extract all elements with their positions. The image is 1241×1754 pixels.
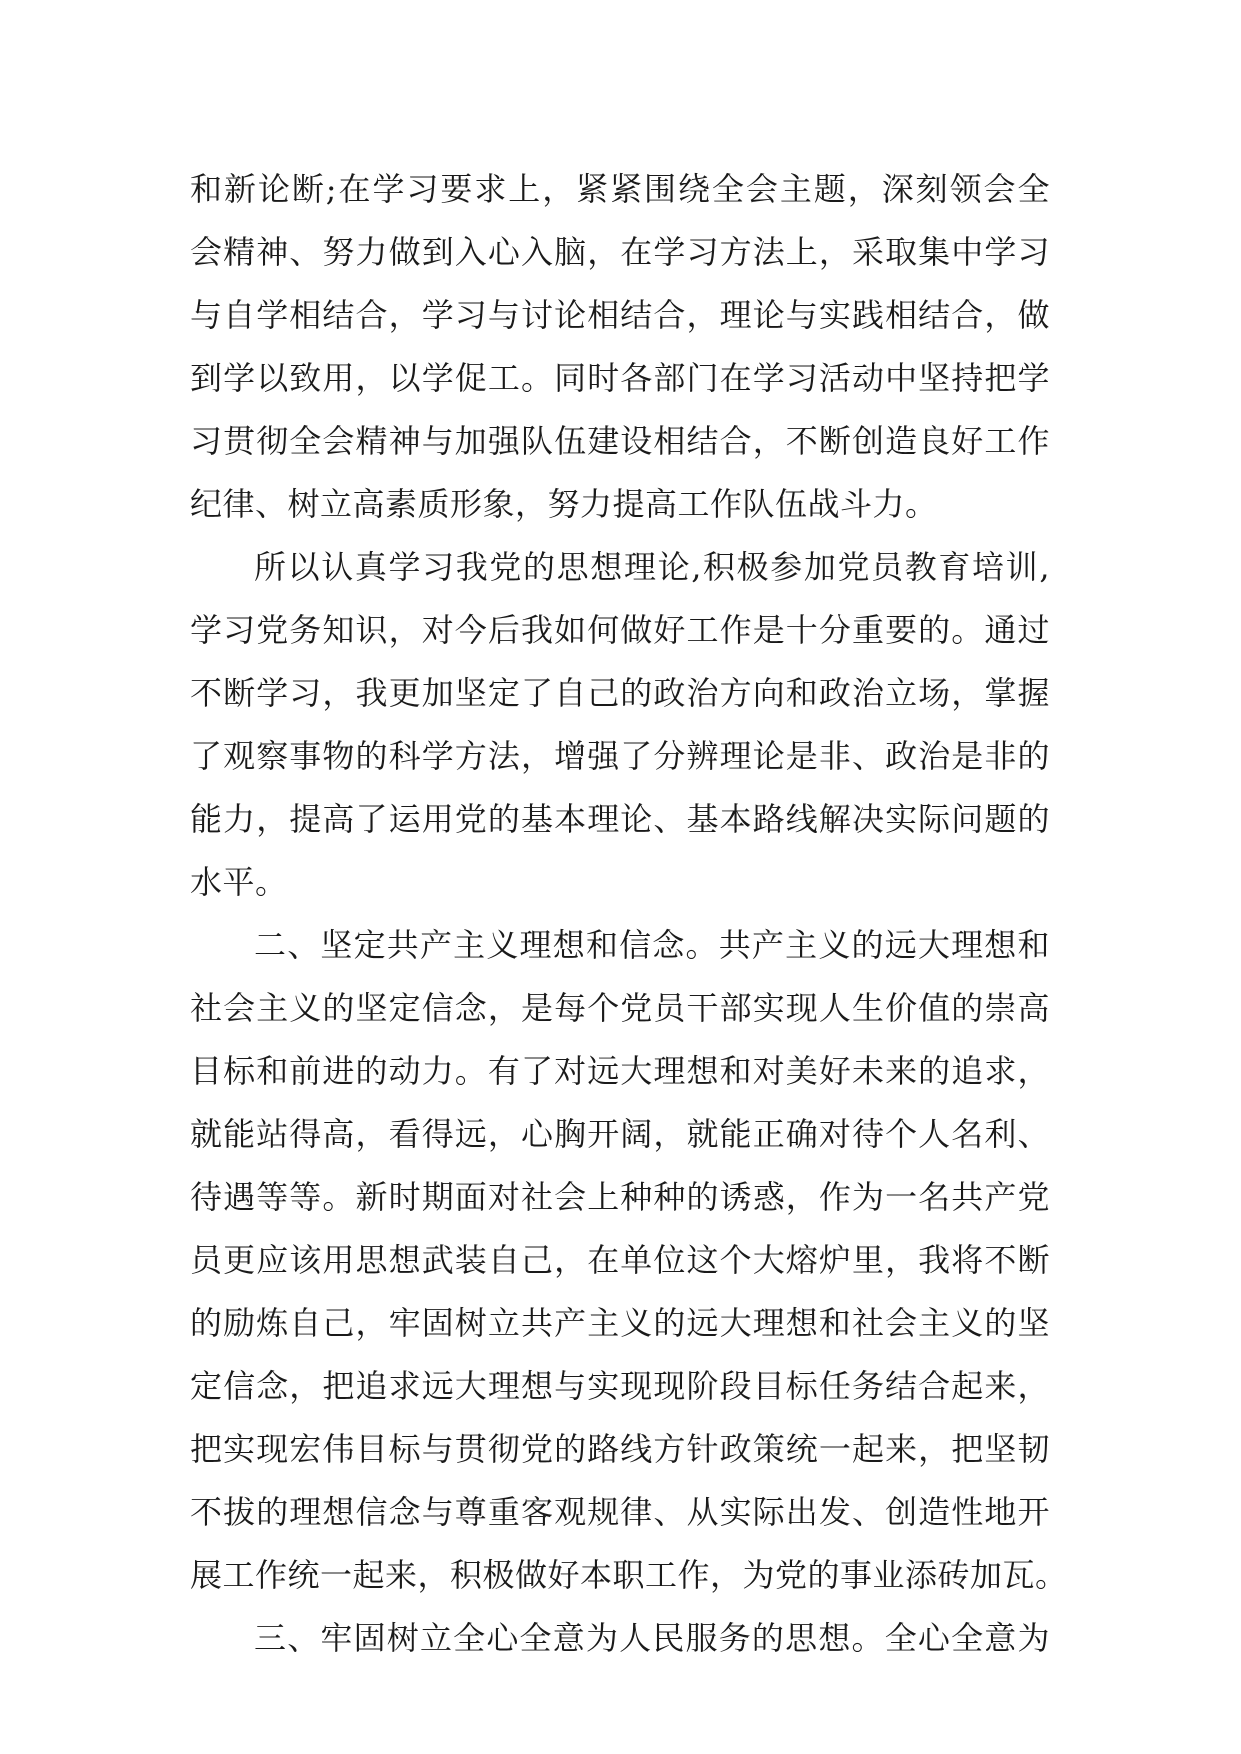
text-line: 就能站得高，看得远，心胸开阔，就能正确对待个人名利、 [190,1115,1050,1153]
paragraph-section-three [190,1607,1050,1670]
body-text [190,158,1068,1670]
paragraph-study-importance [190,536,1050,914]
text-line: 定信念，把追求远大理想与实现现阶段目标任务结合起来， [190,1367,1050,1405]
text-line: 员更应该用思想武装自己，在单位这个大熔炉里，我将不断 [190,1241,1050,1279]
text-line: 学习党务知识，对今后我如何做好工作是十分重要的。通过 [190,611,1050,649]
text-line: 目标和前进的动力。有了对远大理想和对美好未来的追求， [190,1052,1050,1090]
text-line: 展工作统一起来，积极做好本职工作，为党的事业添砖加瓦。 [190,1556,1068,1594]
text-line: 的励炼自己，牢固树立共产主义的远大理想和社会主义的坚 [190,1304,1050,1342]
text-line: 不拔的理想信念与尊重客观规律、从实际出发、创造性地开 [190,1493,1050,1531]
section-heading-line: 二、坚定共产主义理想和信念。共产主义的远大理想和 [254,926,1050,964]
text-line: 会精神、努力做到入心入脑，在学习方法上，采取集中学习 [190,233,1050,271]
text-line: 纪律、树立高素质形象，努力提高工作队伍战斗力。 [190,485,938,523]
text-line: 能力，提高了运用党的基本理论、基本路线解决实际问题的 [190,800,1050,838]
text-line: 与自学相结合，学习与讨论相结合，理论与实践相结合，做 [190,296,1050,334]
text-line: 把实现宏伟目标与贯彻党的路线方针政策统一起来，把坚韧 [190,1430,1050,1468]
text-line: 到学以致用，以学促工。同时各部门在学习活动中坚持把学 [190,359,1050,397]
text-line: 不断学习，我更加坚定了自己的政治方向和政治立场，掌握 [190,674,1050,712]
paragraph-section-two [190,914,1068,1607]
paragraph-continued-study [190,158,1050,536]
text-line: 了观察事物的科学方法，增强了分辨理论是非、政治是非的 [190,737,1050,775]
section-heading-line: 三、牢固树立全心全意为人民服务的思想。全心全意为 [254,1619,1050,1657]
text-line: 和新论断;在学习要求上，紧紧围绕全会主题，深刻领会全 [190,170,1050,208]
text-line: 待遇等等。新时期面对社会上种种的诱惑，作为一名共产党 [190,1178,1050,1216]
text-line: 社会主义的坚定信念，是每个党员干部实现人生价值的崇高 [190,989,1050,1027]
text-line: 水平。 [190,863,288,901]
text-line: 所以认真学习我党的思想理论,积极参加党员教育培训, [254,548,1050,586]
text-line: 习贯彻全会精神与加强队伍建设相结合，不断创造良好工作 [190,422,1050,460]
